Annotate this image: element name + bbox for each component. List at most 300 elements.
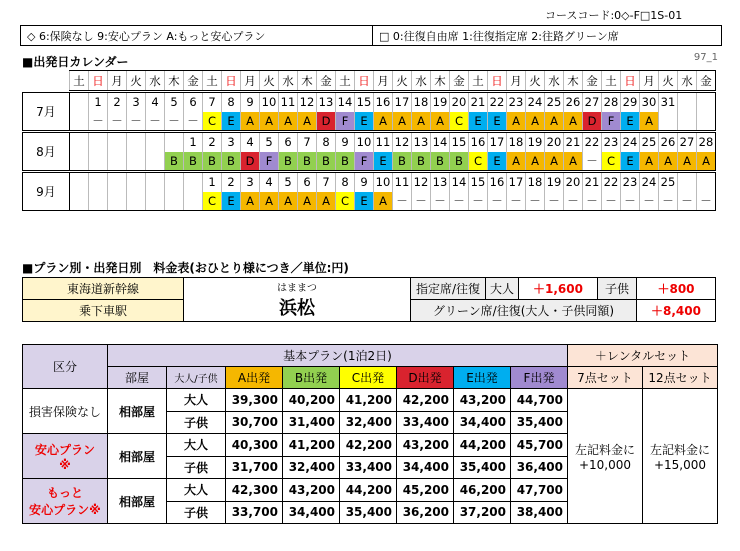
day-cell: 13 xyxy=(317,93,336,112)
day-cell: 24 xyxy=(621,133,640,152)
station-kana: はままつ xyxy=(277,283,317,294)
plan-cell: A xyxy=(431,112,450,131)
price-cell: 44,200 xyxy=(340,479,397,502)
plan-cell: － xyxy=(621,192,640,211)
plan-cell: － xyxy=(583,192,602,211)
day-cell: 25 xyxy=(545,93,564,112)
day-cell xyxy=(146,173,165,192)
plan-cell: A xyxy=(317,192,336,211)
plan-cell xyxy=(89,192,108,211)
day-cell: 28 xyxy=(697,133,716,152)
legend-box xyxy=(20,25,722,46)
price-cell: 40,200 xyxy=(283,389,340,412)
departure-calendar xyxy=(22,70,716,211)
plan-cell xyxy=(89,152,108,171)
weekday-cell: 土 xyxy=(203,71,222,91)
day-cell: 30 xyxy=(640,93,659,112)
plan-cell xyxy=(127,192,146,211)
plan-cell: A xyxy=(545,152,564,171)
day-cell xyxy=(146,133,165,152)
price-table xyxy=(22,344,718,524)
plan-cell: C xyxy=(450,112,469,131)
day-cell: 7 xyxy=(203,93,222,112)
plan-cell: E xyxy=(355,112,374,131)
day-cell: 29 xyxy=(621,93,640,112)
plan-cell: A xyxy=(279,112,298,131)
day-cell xyxy=(108,173,127,192)
weekday-cell: 水 xyxy=(412,71,431,91)
plan-cell: － xyxy=(697,192,716,211)
person-type: 大人 xyxy=(167,389,226,412)
calendar-day-row xyxy=(23,133,716,152)
day-cell: 8 xyxy=(222,93,241,112)
col-adult-child: 大人/子供 xyxy=(167,367,226,389)
day-cell xyxy=(165,133,184,152)
day-cell: 4 xyxy=(241,133,260,152)
plan-cell: A xyxy=(640,112,659,131)
day-cell: 25 xyxy=(659,173,678,192)
price-cell: 35,400 xyxy=(340,501,397,524)
weekday-cell: 日 xyxy=(222,71,241,91)
price-cell: 33,400 xyxy=(397,411,454,434)
day-cell: 1 xyxy=(203,173,222,192)
day-cell: 4 xyxy=(260,173,279,192)
price-cell: 39,300 xyxy=(226,389,283,412)
person-type: 子供 xyxy=(167,411,226,434)
plan-cell: E xyxy=(374,152,393,171)
day-cell: 16 xyxy=(374,93,393,112)
plan-cell xyxy=(146,192,165,211)
day-cell: 5 xyxy=(279,173,298,192)
weekday-cell: 火 xyxy=(526,71,545,91)
weekday-cell: 月 xyxy=(241,71,260,91)
col-rental: ＋レンタルセット xyxy=(568,345,718,367)
plan-cell: A xyxy=(697,152,716,171)
plan-cell: － xyxy=(602,192,621,211)
day-cell xyxy=(70,173,89,192)
plan-cell xyxy=(70,112,89,131)
plan-cell: A xyxy=(564,112,583,131)
day-cell: 2 xyxy=(222,173,241,192)
day-cell xyxy=(108,133,127,152)
plan-cell: D xyxy=(583,112,602,131)
plan-cell xyxy=(108,192,127,211)
weekday-cell: 月 xyxy=(108,71,127,91)
day-cell: 9 xyxy=(336,133,355,152)
plan-cell xyxy=(184,192,203,211)
plan-cell xyxy=(70,152,89,171)
plan-cell: B xyxy=(203,152,222,171)
plan-name: もっと 安心プラン※ xyxy=(23,479,108,524)
day-cell: 6 xyxy=(184,93,203,112)
plan-cell: A xyxy=(545,112,564,131)
plan-cell: B xyxy=(279,152,298,171)
weekday-cell: 火 xyxy=(659,71,678,91)
rental-7-note: 左記料金に xyxy=(574,442,635,457)
plan-cell: A xyxy=(241,112,260,131)
fare-title: ■プラン別・出発日別 料金表(おひとり様につき／単位:円) xyxy=(22,261,349,275)
plan-cell: － xyxy=(108,112,127,131)
day-cell: 23 xyxy=(602,133,621,152)
plan-cell: － xyxy=(412,192,431,211)
plan-cell: D xyxy=(241,152,260,171)
day-cell: 14 xyxy=(450,173,469,192)
price-cell: 40,300 xyxy=(226,434,283,457)
plan-cell: F xyxy=(260,152,279,171)
col-rental-set: 12点セット xyxy=(643,367,718,389)
plan-cell: E xyxy=(222,192,241,211)
day-cell xyxy=(165,173,184,192)
day-cell: 23 xyxy=(507,93,526,112)
day-cell: 25 xyxy=(640,133,659,152)
plan-cell: B xyxy=(317,152,336,171)
day-cell: 19 xyxy=(545,173,564,192)
plan-cell: C xyxy=(203,192,222,211)
plan-cell: A xyxy=(374,112,393,131)
day-cell: 2 xyxy=(108,93,127,112)
day-cell: 18 xyxy=(526,173,545,192)
day-cell: 26 xyxy=(659,133,678,152)
calendar-weekday-row xyxy=(23,71,716,91)
weekday-cell: 土 xyxy=(70,71,89,91)
day-cell: 18 xyxy=(507,133,526,152)
plan-name: 安心プラン ※ xyxy=(23,434,108,479)
price-cell: 45,200 xyxy=(397,479,454,502)
day-cell xyxy=(70,133,89,152)
day-cell: 19 xyxy=(431,93,450,112)
day-cell: 1 xyxy=(89,93,108,112)
weekday-cell: 金 xyxy=(583,71,602,91)
plan-cell: － xyxy=(89,112,108,131)
day-cell: 5 xyxy=(165,93,184,112)
price-cell: 34,400 xyxy=(283,501,340,524)
plan-cell: E xyxy=(488,152,507,171)
day-cell: 17 xyxy=(393,93,412,112)
price-cell: 46,200 xyxy=(454,479,511,502)
day-cell: 11 xyxy=(393,173,412,192)
weekday-cell: 水 xyxy=(545,71,564,91)
col-plan: C出発 xyxy=(340,367,397,389)
day-cell: 7 xyxy=(298,133,317,152)
weekday-cell: 日 xyxy=(89,71,108,91)
room-type: 相部屋 xyxy=(108,434,167,479)
plan-cell xyxy=(70,192,89,211)
day-cell: 15 xyxy=(355,93,374,112)
calendar-day-row xyxy=(23,93,716,112)
calendar-day-row xyxy=(23,173,716,192)
col-room: 部屋 xyxy=(108,367,167,389)
day-cell: 6 xyxy=(298,173,317,192)
price-cell: 31,400 xyxy=(283,411,340,434)
price-cell: 43,200 xyxy=(454,389,511,412)
day-cell xyxy=(70,93,89,112)
plan-cell: B xyxy=(165,152,184,171)
plan-cell: － xyxy=(184,112,203,131)
price-cell: 38,400 xyxy=(511,501,568,524)
plan-cell: C xyxy=(336,192,355,211)
weekday-cell: 土 xyxy=(469,71,488,91)
weekday-cell: 水 xyxy=(279,71,298,91)
person-type: 大人 xyxy=(167,434,226,457)
price-cell: 34,400 xyxy=(397,456,454,479)
price-cell: 44,200 xyxy=(454,434,511,457)
plan-cell: － xyxy=(678,192,697,211)
plan-cell: C xyxy=(203,112,222,131)
day-cell: 8 xyxy=(336,173,355,192)
plan-cell: E xyxy=(621,152,640,171)
day-cell: 23 xyxy=(621,173,640,192)
day-cell xyxy=(127,173,146,192)
day-cell: 8 xyxy=(317,133,336,152)
weekday-cell: 土 xyxy=(602,71,621,91)
weekday-cell: 木 xyxy=(564,71,583,91)
legend-insurance: ◇ 6:保険なし 9:安心プラン A:もっと安心プラン xyxy=(21,26,373,45)
price-cell: 42,200 xyxy=(340,434,397,457)
plan-cell: － xyxy=(564,192,583,211)
day-cell: 22 xyxy=(583,133,602,152)
plan-cell: B xyxy=(393,152,412,171)
price-cell: 35,400 xyxy=(454,456,511,479)
plan-cell: － xyxy=(488,192,507,211)
day-cell: 28 xyxy=(602,93,621,112)
child-price: ＋800 xyxy=(637,278,716,300)
weekday-cell: 木 xyxy=(431,71,450,91)
plan-cell: － xyxy=(431,192,450,211)
plan-cell: C xyxy=(469,152,488,171)
day-cell: 10 xyxy=(374,173,393,192)
plan-cell xyxy=(678,112,697,131)
plan-cell: － xyxy=(146,112,165,131)
plan-cell: E xyxy=(621,112,640,131)
price-cell: 37,200 xyxy=(454,501,511,524)
legend-seat: □ 0:往復自由席 1:往復指定席 2:往路グリーン席 xyxy=(379,30,619,43)
day-cell: 20 xyxy=(450,93,469,112)
day-cell: 27 xyxy=(583,93,602,112)
day-cell: 16 xyxy=(469,133,488,152)
day-cell: 22 xyxy=(488,93,507,112)
col-basic: 基本プラン(1泊2日) xyxy=(108,345,568,367)
adult-price: ＋1,600 xyxy=(519,278,598,300)
col-plan: F出発 xyxy=(511,367,568,389)
station-name: 浜松 xyxy=(279,298,315,319)
calendar-plan-row xyxy=(23,152,716,171)
plan-cell: A xyxy=(260,192,279,211)
plan-cell: － xyxy=(507,192,526,211)
price-cell: 33,700 xyxy=(226,501,283,524)
price-cell: 43,200 xyxy=(283,479,340,502)
day-cell: 24 xyxy=(526,93,545,112)
day-cell: 10 xyxy=(355,133,374,152)
plan-cell: B xyxy=(336,152,355,171)
day-cell: 26 xyxy=(564,93,583,112)
plan-cell: B xyxy=(431,152,450,171)
calendar-title: ■出発日カレンダー xyxy=(22,55,129,69)
weekday-cell: 土 xyxy=(336,71,355,91)
day-cell: 7 xyxy=(317,173,336,192)
day-cell xyxy=(697,93,716,112)
price-cell: 41,200 xyxy=(340,389,397,412)
day-cell: 14 xyxy=(431,133,450,152)
month-label: 7月 xyxy=(23,93,70,131)
plan-cell: B xyxy=(412,152,431,171)
price-cell: 34,400 xyxy=(454,411,511,434)
room-type: 相部屋 xyxy=(108,479,167,524)
plan-cell: A xyxy=(260,112,279,131)
day-cell: 19 xyxy=(526,133,545,152)
day-cell: 12 xyxy=(298,93,317,112)
day-cell: 13 xyxy=(412,133,431,152)
person-type: 大人 xyxy=(167,479,226,502)
plan-cell: A xyxy=(393,112,412,131)
weekday-cell: 水 xyxy=(678,71,697,91)
price-cell: 35,400 xyxy=(511,411,568,434)
green-price: ＋8,400 xyxy=(637,300,716,322)
day-cell: 13 xyxy=(431,173,450,192)
plan-cell: － xyxy=(127,112,146,131)
room-type: 相部屋 xyxy=(108,389,167,434)
col-kubun: 区分 xyxy=(23,345,108,389)
person-type: 子供 xyxy=(167,456,226,479)
plan-cell: A xyxy=(640,152,659,171)
plan-cell: － xyxy=(545,192,564,211)
col-plan: A出発 xyxy=(226,367,283,389)
plan-cell: － xyxy=(640,192,659,211)
plan-cell: B xyxy=(450,152,469,171)
person-type: 子供 xyxy=(167,501,226,524)
day-cell: 9 xyxy=(241,93,260,112)
day-cell: 3 xyxy=(127,93,146,112)
month-label: 8月 xyxy=(23,133,70,171)
plan-cell: B xyxy=(184,152,203,171)
day-cell xyxy=(678,93,697,112)
day-cell: 16 xyxy=(488,173,507,192)
day-cell: 17 xyxy=(507,173,526,192)
weekday-cell: 金 xyxy=(697,71,716,91)
price-cell: 32,400 xyxy=(283,456,340,479)
plan-cell: E xyxy=(469,112,488,131)
price-cell: 31,700 xyxy=(226,456,283,479)
price-cell: 30,700 xyxy=(226,411,283,434)
weekday-cell: 月 xyxy=(507,71,526,91)
plan-cell: A xyxy=(279,192,298,211)
day-cell: 18 xyxy=(412,93,431,112)
day-cell: 20 xyxy=(545,133,564,152)
day-cell: 14 xyxy=(336,93,355,112)
plan-cell: A xyxy=(526,152,545,171)
plan-cell: A xyxy=(412,112,431,131)
day-cell: 12 xyxy=(412,173,431,192)
plan-cell: － xyxy=(469,192,488,211)
month-label: 9月 xyxy=(23,173,70,211)
plan-cell: A xyxy=(374,192,393,211)
plan-cell: A xyxy=(298,192,317,211)
price-cell: 36,400 xyxy=(511,456,568,479)
plan-cell: F xyxy=(336,112,355,131)
weekday-cell: 月 xyxy=(640,71,659,91)
day-cell: 24 xyxy=(640,173,659,192)
plan-cell: A xyxy=(678,152,697,171)
price-cell: 42,200 xyxy=(397,389,454,412)
weekday-cell: 金 xyxy=(450,71,469,91)
plan-cell: － xyxy=(165,112,184,131)
col-plan: B出発 xyxy=(283,367,340,389)
plan-cell: A xyxy=(564,152,583,171)
weekday-cell: 火 xyxy=(127,71,146,91)
day-cell: 15 xyxy=(469,173,488,192)
plan-cell: B xyxy=(222,152,241,171)
plan-cell xyxy=(697,112,716,131)
weekday-cell: 月 xyxy=(374,71,393,91)
plan-cell xyxy=(659,112,678,131)
day-cell: 3 xyxy=(222,133,241,152)
day-cell: 9 xyxy=(355,173,374,192)
plan-cell: C xyxy=(602,152,621,171)
plan-cell: A xyxy=(526,112,545,131)
green-label: グリーン席/往復(大人・子供同額) xyxy=(411,300,637,322)
course-code: コースコード:0◇-F□1S-01 xyxy=(545,9,683,22)
calendar-corner xyxy=(23,71,70,91)
calendar-plan-row xyxy=(23,192,716,211)
day-cell xyxy=(697,173,716,192)
station-cell xyxy=(184,278,411,322)
day-cell: 15 xyxy=(450,133,469,152)
day-cell: 22 xyxy=(602,173,621,192)
day-cell xyxy=(678,173,697,192)
rental-7-value: +10,000 xyxy=(578,457,632,472)
day-cell xyxy=(89,133,108,152)
plan-cell: F xyxy=(602,112,621,131)
plan-cell: B xyxy=(298,152,317,171)
plan-cell: E xyxy=(222,112,241,131)
plan-cell: － xyxy=(450,192,469,211)
weekday-cell: 木 xyxy=(298,71,317,91)
price-cell: 43,200 xyxy=(397,434,454,457)
adult-label: 大人 xyxy=(486,278,519,300)
price-cell: 42,300 xyxy=(226,479,283,502)
weekday-cell: 火 xyxy=(260,71,279,91)
weekday-cell: 日 xyxy=(355,71,374,91)
weekday-cell: 日 xyxy=(488,71,507,91)
weekday-cell: 金 xyxy=(317,71,336,91)
plan-name: 損害保険なし xyxy=(23,389,108,434)
day-cell: 17 xyxy=(488,133,507,152)
weekday-cell: 水 xyxy=(146,71,165,91)
plan-cell: E xyxy=(355,192,374,211)
plan-cell: D xyxy=(317,112,336,131)
rental-7 xyxy=(568,389,643,524)
col-rental-set: 7点セット xyxy=(568,367,643,389)
day-cell: 11 xyxy=(374,133,393,152)
price-cell: 47,700 xyxy=(511,479,568,502)
weekday-cell: 日 xyxy=(621,71,640,91)
plan-cell xyxy=(146,152,165,171)
day-cell: 21 xyxy=(469,93,488,112)
rental-12-value: +15,000 xyxy=(653,457,707,472)
day-cell: 6 xyxy=(279,133,298,152)
version-label: 97_1 xyxy=(693,52,718,63)
plan-cell: F xyxy=(355,152,374,171)
day-cell xyxy=(127,133,146,152)
day-cell: 3 xyxy=(241,173,260,192)
weekday-cell: 火 xyxy=(393,71,412,91)
price-row xyxy=(23,389,718,412)
calendar-plan-row xyxy=(23,112,716,131)
price-cell: 36,200 xyxy=(397,501,454,524)
plan-cell xyxy=(127,152,146,171)
station-label: 乗下車駅 xyxy=(23,300,184,322)
plan-cell: A xyxy=(659,152,678,171)
day-cell: 27 xyxy=(678,133,697,152)
